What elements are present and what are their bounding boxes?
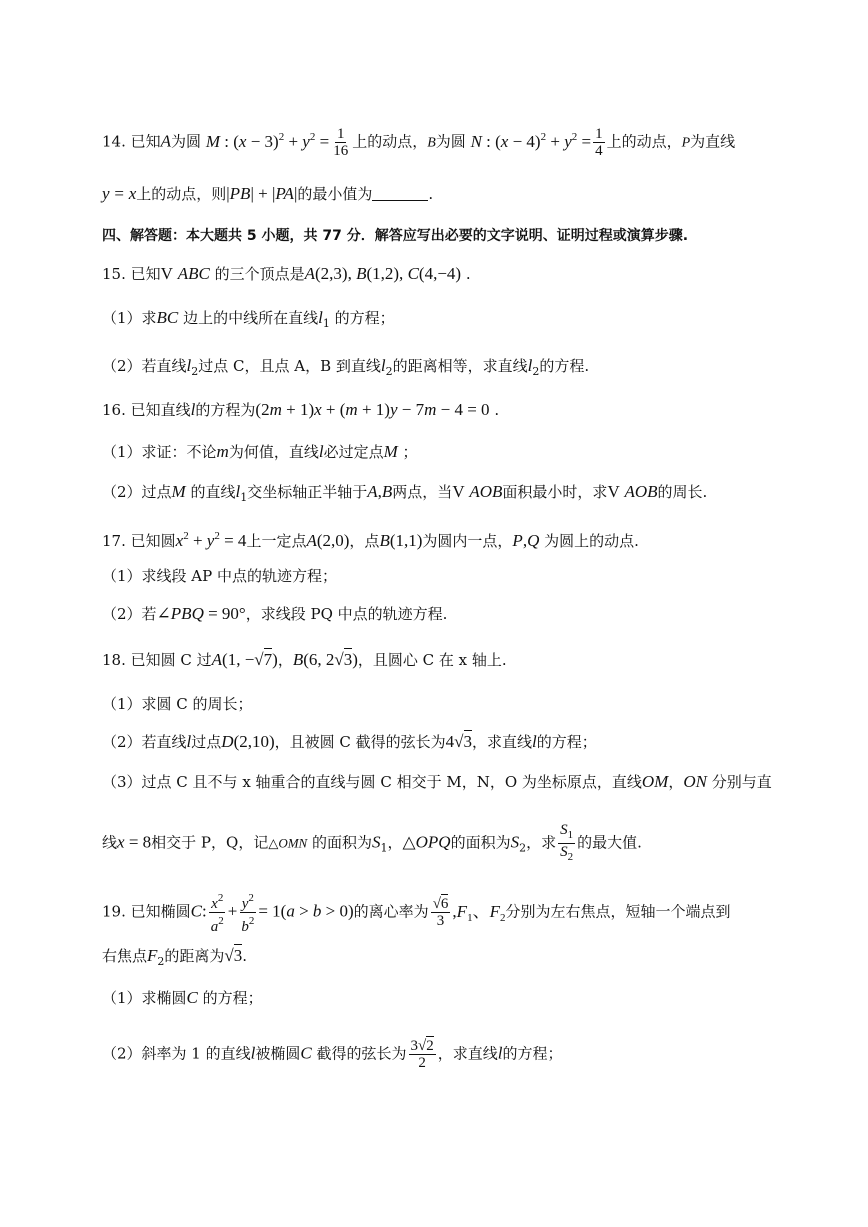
eccentricity-fraction: $\frac{√6}{3}$ [432, 896, 449, 929]
q14-line-1: 14. 已知A为圆 M : $(x - 3)^2 + y^2$ = $\frac{1}{16}$ 上的动点，B为圆 N : $(x - 4)^2 + y^2$ = $\frac{1}{4}$ 上的动点，P为直线 [102, 126, 736, 159]
q18-part-1: （1）求圆 C 的周长； [102, 695, 253, 713]
triangle-vertices: A(2,3), B(1,2), C(4,−4) [304, 264, 462, 283]
ratio-s1-s2: $\frac{S_1}{S_2}$ [560, 822, 574, 863]
fraction-1-4: $\frac{1}{4}$ [595, 126, 603, 159]
circle-n-equation: N : $(x - 4)^2 + y^2$ = [470, 130, 592, 151]
q15-part-2: （2）若直线$l_2$过点 C，且点 A，B 到直线$l_2$的距离相等，求直线$l_2$的方程. [102, 356, 590, 378]
q18-part-3-line-1: （3）过点 C 且不与 x 轴重合的直线与圆 C 相交于 M，N，O 为坐标原点，直线OM，ON 分别与直 [102, 772, 772, 791]
q14-number: 14. [102, 132, 126, 151]
q16-part-1: （1）求证：不论m为何值，直线l必过定点M ； [102, 442, 418, 461]
q19-part-2: （2）斜率为 1 的直线l被椭圆C 截得的弦长为 $\frac{3√2}{2}$ ，求直线l的方程； [102, 1038, 563, 1071]
q18-intro: 18. 已知圆 C 过A(1, −√7)，B(6, 2√3)，且圆心 C 在 x 轴上. [102, 650, 507, 669]
q17-part-1: （1）求线段 AP 中点的轨迹方程； [102, 567, 338, 585]
q14-line-2: y = x上的动点，则|PB| + |PA|的最小值为 . [102, 184, 434, 203]
line-l-equation: (2m + 1)x + (m + 1)y − 7m − 4 = 0 [255, 400, 490, 419]
q18-part-3-line-2: 线x = 8相交于 P，Q，记△OMN 的面积为$S_1$，△OPQ的面积为$S_2$，求 $\frac{S_1}{S_2}$ 的最大值. [102, 822, 642, 863]
angle-pbq: ∠PBQ = 90° [156, 604, 246, 623]
q19-part-1: （1）求椭圆C 的方程； [102, 988, 263, 1007]
y2-over-b2: $\frac{y^2}{b^2}$ [241, 892, 255, 935]
chord-length-fraction: $\frac{3√2}{2}$ [410, 1038, 434, 1071]
q19-intro-line-1: 19. 已知椭圆C: $\frac{x^2}{a^2}$ + $\frac{y^2}{b^2}$ = 1(a > b > 0)的离心率为 $\frac{√6}{3}$ $,F_1$、$F_2$分别为左右焦点，短轴一个端点到 [102, 892, 731, 935]
fraction-1-16: $\frac{1}{16}$ [333, 126, 349, 159]
q17-intro: 17. 已知圆$x^2 + y^2 = 4$上一定点A(2,0)，点B(1,1)为圆内一点，P,Q 为圆上的动点. [102, 530, 639, 550]
q18-part-2: （2）若直线l过点D(2,10)，且被圆 C 截得的弦长为4√3，求直线l的方程； [102, 732, 597, 751]
q16-part-2: （2）过点M 的直线$l_1$交坐标轴正半轴于A,B两点，当V AOB面积最小时，求V AOB的周长. [102, 482, 708, 504]
x2-over-a2: $\frac{x^2}{a^2}$ [210, 892, 224, 935]
q15-intro: 15. 已知V ABC 的三个顶点是A(2,3), B(1,2), C(4,−4) . [102, 264, 471, 283]
q19-intro-line-2: 右焦点$F_2$的距离为√3. [102, 946, 248, 968]
q15-part-1: （1）求BC 边上的中线所在直线$l_1$ 的方程； [102, 308, 395, 330]
answer-blank [372, 186, 428, 201]
q17-part-2: （2）若∠PBQ = 90°，求线段 PQ 中点的轨迹方程. [102, 604, 448, 623]
pb-pa-expression: |PB| + |PA| [226, 184, 298, 203]
circle-m-equation: M : $(x - 3)^2 + y^2$ = [205, 130, 330, 151]
circle-equation: $x^2 + y^2 = 4$ [175, 530, 247, 550]
q16-intro: 16. 已知直线l的方程为(2m + 1)x + (m + 1)y − 7m − 4 = 0 . [102, 400, 500, 419]
section-4-title: 四、解答题：本大题共 5 小题，共 77 分．解答应写出必要的文字说明、证明过程或演算步骤. [102, 228, 689, 244]
